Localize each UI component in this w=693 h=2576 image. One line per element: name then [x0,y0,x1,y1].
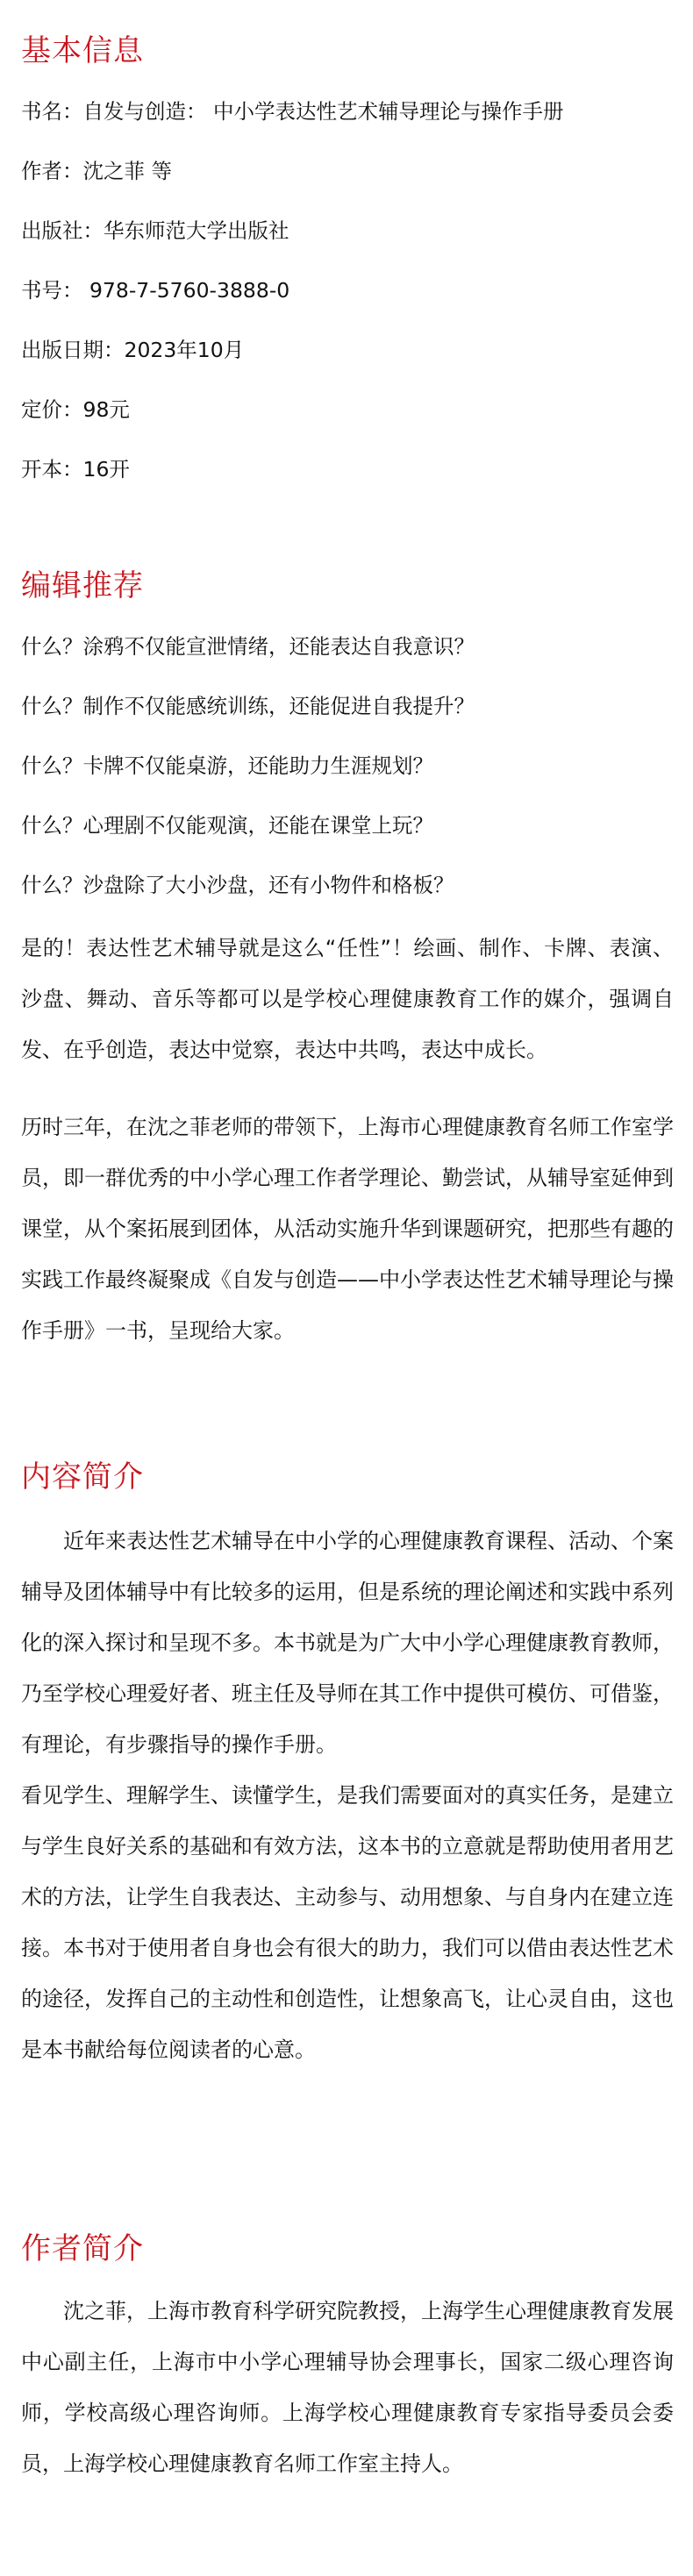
recommend-question: 什么？心理剧不仅能观演，还能在课堂上玩？ [21,813,433,838]
recommend-paragraph: 历时三年，在沈之菲老师的带领下，上海市心理健康教育名师工作室学员，即一群优秀的中小学心理工作者学理论、勤尝试，从辅导室延伸到课堂，从个案拓展到团体，从活动实施升华到课题研究，把那些有趣的实践工作最终凝聚成《自发与创造——中小学表达性艺术辅导理论与操作手册》一书，呈现给大家。 [21,1115,674,1343]
author-line: 作者：沈之菲 等 [21,159,172,183]
recommend-question: 什么？制作不仅能感统训练，还能促进自我提升？ [21,694,475,718]
basic-info-heading: 基本信息 [21,33,144,68]
recommend-question: 什么？沙盘除了大小沙盘，还有小物件和格板？ [21,873,454,897]
content-intro-paragraph: 看见学生、理解学生、读懂学生，是我们需要面对的真实任务，是建立与学生良好关系的基础和有效方法，这本书的立意就是帮助使用者用艺术的方法，让学生自我表达、主动参与、动用想象、与自身内在建立连接。本书对于使用者自身也会有很大的助力，我们可以借由表达性艺术的途径，发挥自己的主动性和创造性，让想象高飞，让心灵自由，这也是本书献给每位阅读者的心意。 [21,1783,674,2062]
content-intro-heading: 内容简介 [21,1459,144,1495]
book-title-line: 书名：自发与创造： 中小学表达性艺术辅导理论与操作手册 [21,99,564,124]
recommend-question: 什么？卡牌不仅能桌游，还能助力生涯规划？ [21,753,433,778]
author-intro-heading: 作者简介 [21,2231,144,2266]
format-line: 开本：16开 [21,457,130,482]
recommend-paragraph: 是的！表达性艺术辅导就是这么“任性”！绘画、制作、卡牌、表演、沙盘、舞动、音乐等都可以是学校心理健康教育工作的媒介，强调自发、在乎创造，表达中觉察，表达中共鸣，表达中成长。 [21,936,674,1062]
author-intro-paragraph: 沈之菲，上海市教育科学研究院教授，上海学生心理健康教育发展中心副主任，上海市中小学心理辅导协会理事长，国家二级心理咨询师，学校高级心理咨询师。上海学校心理健康教育专家指导委员会委员，上海学校心理健康教育名师工作室主持人。 [21,2299,674,2476]
content-intro-paragraph: 近年来表达性艺术辅导在中小学的心理健康教育课程、活动、个案辅导及团体辅导中有比较多的运用，但是系统的理论阐述和实践中系列化的深入探讨和呈现不多。本书就是为广大中小学心理健康教育教师，乃至学校心理爱好者、班主任及导师在其工作中提供可模仿、可借鉴，有理论，有步骤指导的操作手册。 [21,1529,674,1757]
price-line: 定价：98元 [21,397,130,422]
publish-date-line: 出版日期：2023年10月 [21,338,245,362]
editor-recommend-heading: 编辑推荐 [21,568,144,603]
isbn-line: 书号： 978-7-5760-3888-0 [21,278,290,303]
publisher-line: 出版社：华东师范大学出版社 [21,218,289,243]
recommend-question: 什么？涂鸦不仅能宣泄情绪，还能表达自我意识？ [21,634,475,659]
